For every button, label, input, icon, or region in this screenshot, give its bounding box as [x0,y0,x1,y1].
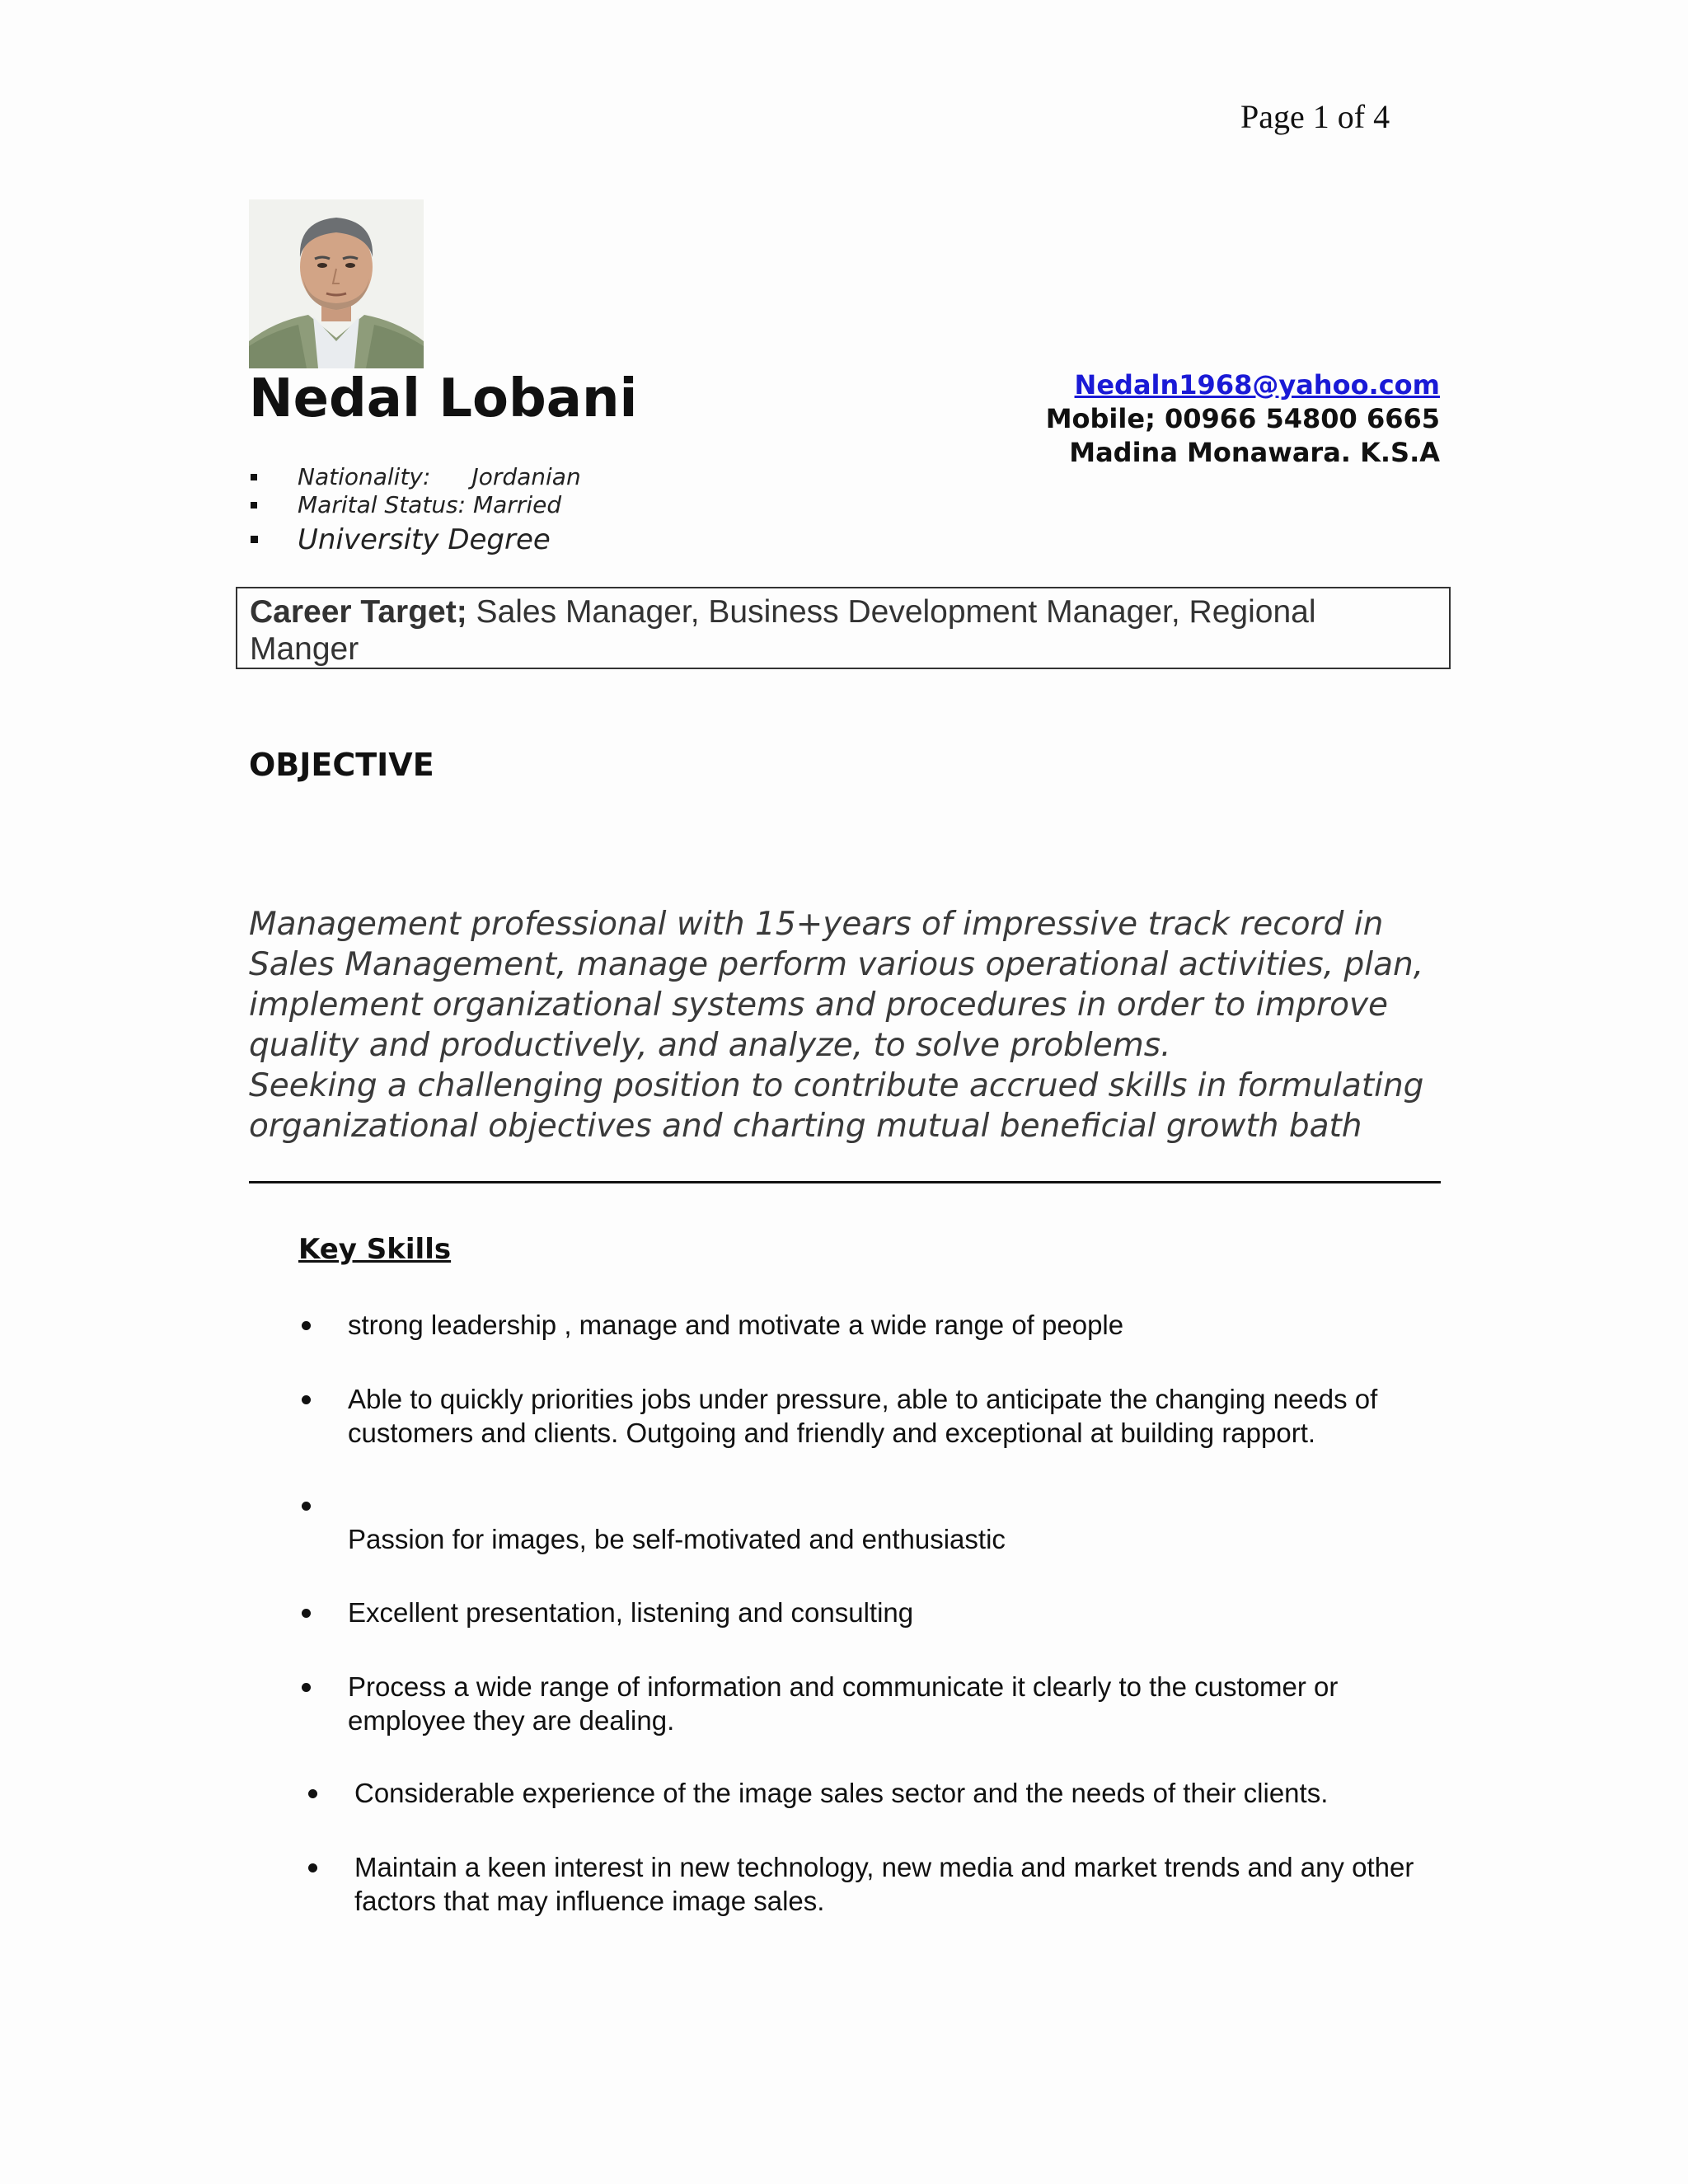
page-number: Page 1 of 4 [1240,98,1390,135]
skill-text: Able to quickly priorities jobs under pressure, able to anticipate the changing needs of [348,1384,1378,1414]
marital-status-item [249,491,581,519]
skill-text: Maintain a keen interest in new technology, new media and market trends and any other [354,1852,1414,1882]
contact-block [1046,368,1440,470]
career-target-line2: Manger [250,631,359,667]
bullet-icon [302,1683,311,1692]
portrait-photo [249,199,424,368]
bullet-icon [308,1789,317,1798]
objective-heading: OBJECTIVE [249,747,434,783]
bullet-icon [302,1609,311,1618]
objective-line: Seeking a challenging position to contribute accrued skills in formulating [249,1067,1424,1104]
candidate-name: Nedal Lobani [249,368,638,429]
nationality-value: Jordanian [471,463,581,490]
square-bullet-icon [251,474,257,480]
skill-item [298,1308,1123,1342]
nationality-label: Nationality: [298,463,431,490]
bullet-icon [302,1395,311,1404]
skill-item [298,1670,1338,1737]
objective-line: implement organizational systems and procedures in order to improve [249,987,1389,1024]
bullet-icon [302,1502,311,1511]
square-bullet-icon [251,502,257,509]
skill-item [298,1488,1006,1556]
skill-text: Process a wide range of information and communicate it clearly to the customer or [348,1671,1339,1702]
bullet-icon [302,1321,311,1330]
skill-item [305,1850,1414,1918]
education: University Degree [298,523,551,556]
skill-item [305,1776,1328,1810]
career-target-line1: Sales Manager, Business Development Manager, Regional [467,594,1316,630]
objective-line: Management professional with 15+years of impressive track record in [249,906,1384,943]
email-link[interactable]: Nedaln1968@yahoo.com [1074,369,1440,401]
nationality-item [249,463,581,491]
skill-text: Passion for images, be self-motivated and enthusiastic [348,1524,1006,1554]
bullet-icon [308,1863,317,1872]
location: Madina Monawara. K.S.A [1069,437,1440,468]
mobile-number: Mobile; 00966 54800 6665 [1045,403,1440,434]
career-target-label: Career Target; [250,594,467,630]
skill-text: factors that may influence image sales. [354,1886,825,1916]
objective-paragraph [249,904,1452,1146]
skill-item [298,1382,1377,1450]
skill-text: customers and clients. Outgoing and friendly and exceptional at building rapport. [348,1418,1316,1448]
skill-text: Excellent presentation, listening and consulting [348,1597,914,1628]
key-skills-heading: Key Skills [298,1233,452,1266]
objective-line: organizational objectives and charting mutual beneficial growth bath [249,1108,1362,1145]
objective-line: quality and productively, and analyze, to solve problems. [249,1027,1171,1064]
education-item [249,521,581,559]
skill-text: strong leadership , manage and motivate a wide range of people [348,1310,1124,1340]
skill-text [348,1488,1006,1522]
marital-status: Marital Status: Married [298,491,562,518]
career-target-box [236,587,1451,669]
skill-item [298,1596,913,1629]
skill-text: employee they are dealing. [348,1705,675,1736]
personal-details-list [249,463,581,559]
section-divider [249,1181,1441,1183]
skill-text: Considerable experience of the image sales sector and the needs of their clients. [354,1778,1329,1808]
objective-line: Sales Management, manage perform various operational activities, plan, [249,946,1424,983]
square-bullet-icon [251,536,258,543]
